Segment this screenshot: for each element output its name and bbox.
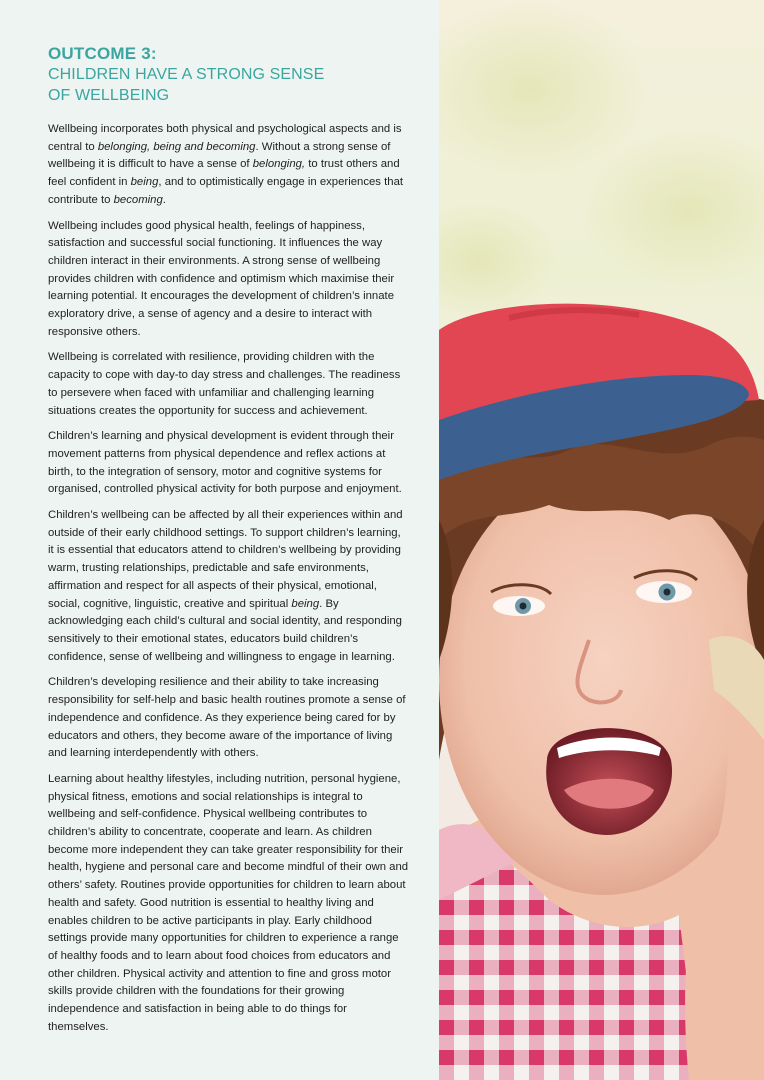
paragraph-physical-health: Wellbeing includes good physical health, feelings of happiness, satisfaction and successful social functioning. It influences the way children interact in their environments. A strong sense of wellbeing provides children with confidence and optimism which maximise their learning potential. It encourages the development of children’s innate exploratory drive, a sense of agency and a desire to interact with responsive others.	[48, 219, 395, 338]
paragraph-healthy-lifestyles: Learning about healthy lifestyles, including nutrition, personal hygiene, physical fitness, emotions and social relationships is integral to wellbeing and self-confidence. Physical wellbeing contributes to children’s ability to concentrate, cooperate and learn. As children become more independent they can take greater responsibility for their health, hygiene and personal care and become mindful of their own and others’ safety. Routines provide opportunities for children to learn about health and safety. Good nutrition is essential to healthy living and enables children to be active participants in play. Early childhood settings provide many opportunities for children to experience a range of healthy foods and to learn about food choices from educators and other children. Physical activity and attention to fine and gross motor skills provide children with the foundations for their growing independence and satisfaction in being able to do things for themselves.	[48, 772, 409, 1033]
heading-line-title-1: CHILDREN HAVE A STRONG SENSE	[48, 66, 325, 83]
paragraph-independence: Children’s developing resilience and their ability to take increasing responsibility for self-help and basic health routines promote a sense of independence and confidence. As they experience being cared for by educators and others, they become aware of the importance of living and learning interdependently with others.	[48, 676, 406, 760]
paragraph-resilience: Wellbeing is correlated with resilience, providing children with the capacity to cope with day-to day stress and challenges. The readiness to persevere when faced with unfamiliar and challenging learning situations creates the opportunity for success and achievement.	[48, 351, 401, 417]
child-photo-illustration	[439, 0, 764, 1080]
child-photo	[439, 0, 764, 1080]
outcome-heading	[48, 43, 418, 106]
paragraph-educators-support: Children’s wellbeing can be affected by all their experiences within and outside of their early childhood settings. To support children’s learning, it is essential that educators attend to children’s wellbeing by providing warm, trusting relationships, predictable and safe environments, affirmation and respect for all aspects of their physical, emotional, social, cognitive, linguistic, creative and spiritual being. By acknowledging each child’s cultural and social identity, and responding sensitively to their emotional states, educators build children’s confidence, sense of wellbeing and willingness to engage in learning.	[48, 509, 403, 663]
heading-line-outcome-number: OUTCOME 3:	[48, 44, 157, 63]
paragraph-wellbeing-intro: Wellbeing incorporates both physical and psychological aspects and is central to belonging, being and becoming. Without a strong sense of wellbeing it is difficult to have a sense of belonging, to trust others and feel confident in being, and to optimistically engage in experiences that contribute to becoming.	[48, 123, 404, 206]
heading-line-title-2: OF WELLBEING	[48, 87, 170, 104]
body-text	[48, 121, 409, 1044]
paragraph-physical-development: Children’s learning and physical development is evident through their movement patterns from physical dependence and reflex actions at birth, to the integration of sensory, motor and cognitive systems for organised, controlled physical activity for both purpose and enjoyment.	[48, 430, 402, 496]
